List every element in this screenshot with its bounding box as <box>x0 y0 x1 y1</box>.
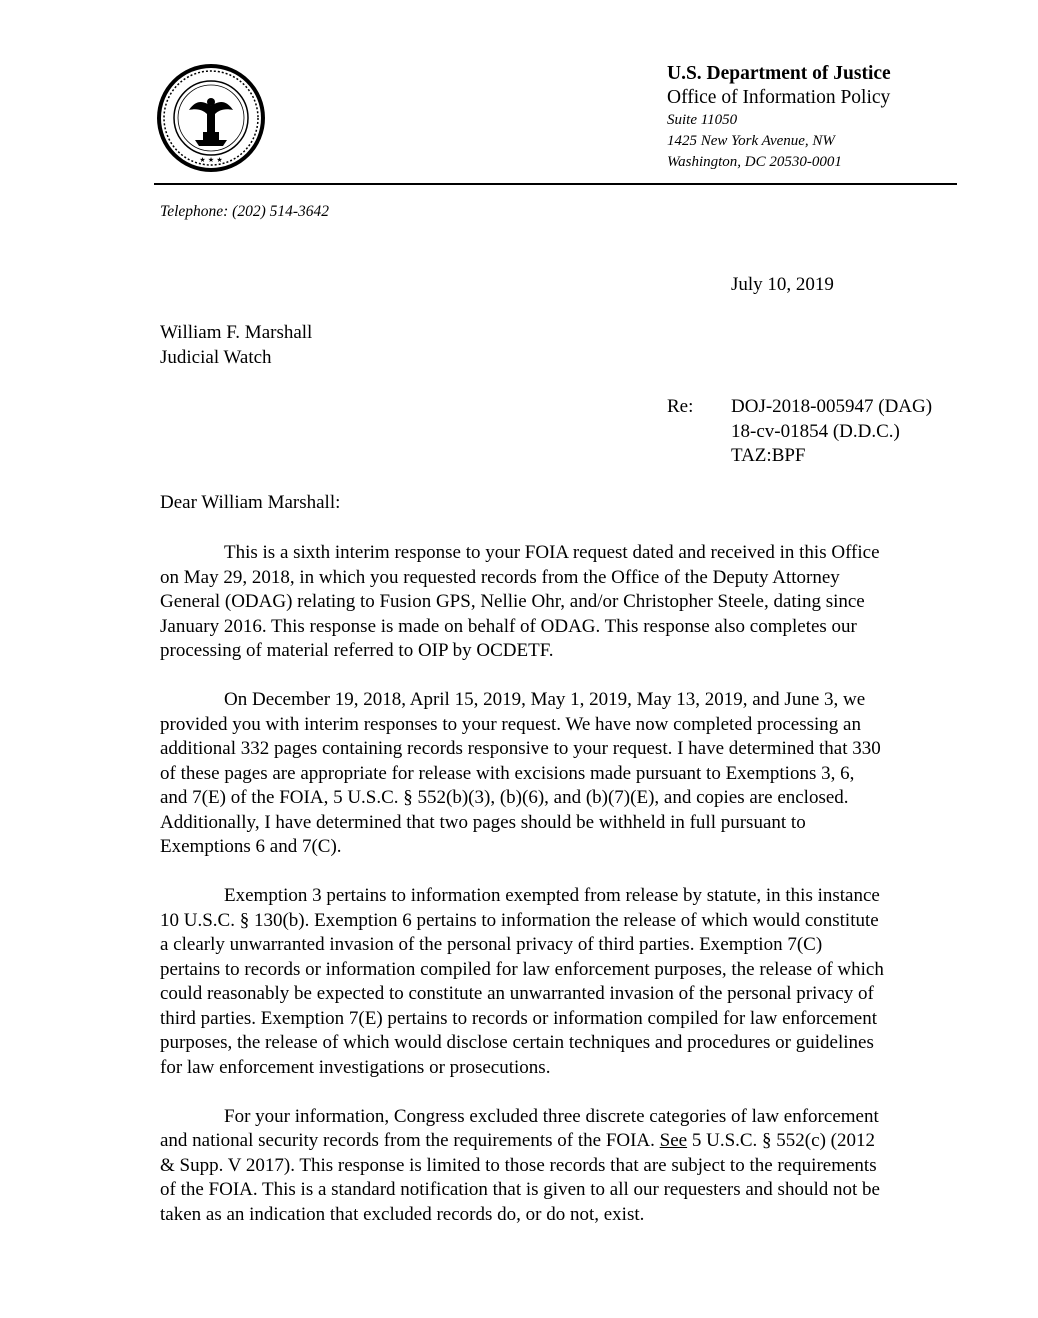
department-of-justice-seal <box>155 62 267 174</box>
request-number: DOJ-2018-005947 (DAG) <box>731 396 933 417</box>
salutation: Dear William Marshall: <box>160 492 341 513</box>
paragraph-2: On December 19, 2018, April 15, 2019, May 1, 2019, May 13, 2019, and June 3, we provided you with interim responses to your request. We have now completed processing an additional 332 pages containing records responsive to your request. I have determined that 330 of these pages are appropriate for release with excisions made pursuant to Exemptions 3, 6, and 7(E) of the FOIA, 5 U.S.C. § 552(b)(3), (b)(6), and (b)(7)(E), and copies are enclosed. Additionally, I have determined that two pages should be withheld in full pursuant to Exemptions 6 and 7(C). <box>160 689 881 857</box>
street-address: 1425 New York Avenue, NW <box>667 133 835 149</box>
recipient-block <box>160 321 312 370</box>
letterhead-agency-block <box>667 62 891 173</box>
paragraph-4-part-2: 5 U.S.C. § 552(c) (2012 & Supp. V 2017). This response is limited to those records that are subject to the requirements of the FOIA. This is a standard notification that is given to all our requesters and should not be taken as an indication that excluded records do, or do not, exist. <box>160 1130 880 1225</box>
svg-text:★ ★ ★: ★ ★ ★ <box>199 156 223 164</box>
paragraph-1: This is a sixth interim response to your FOIA request dated and received in this Office on May 29, 2018, in which you requested records from the Office of the Deputy Attorney General (ODAG) relating to Fusion GPS, Nellie Ohr, and/or Christopher Steele, dating since January 2016. This response is made on behalf of ODAG. This response also completes our processing of material referred to OIP by OCDETF. <box>160 542 880 661</box>
reference-label: Re: <box>667 396 694 417</box>
paragraph-4 <box>160 1105 972 1228</box>
case-number: 18-cv-01854 (D.D.C.) <box>731 420 900 442</box>
office-name: Office of Information Policy <box>667 87 891 108</box>
department-name: U.S. Department of Justice <box>667 63 891 84</box>
reference-block <box>731 395 932 469</box>
suite-number: Suite 11050 <box>667 112 738 128</box>
paragraph-4-part-1: For your information, Congress excluded three discrete categories of law enforcement and national security records from the requirements of the FOIA. <box>160 1105 879 1151</box>
letter-body <box>160 541 972 1252</box>
recipient-organization: Judicial Watch <box>160 346 272 368</box>
initials: TAZ:BPF <box>731 445 806 466</box>
paragraph-3: Exemption 3 pertains to information exempted from release by statute, in this instance 10 U.S.C. § 130(b). Exemption 6 pertains to information the release of which would constitute a clearly unwarranted invasion of the personal privacy of third parties. Exemption 7(C) pertains to records or information compiled for law enforcement purposes, the release of which could reasonably be expected to constitute an unwarranted invasion of the personal privacy of third parties. Exemption 7(E) pertains to records or information compiled for law enforcement purposes, the release of which would disclose certain techniques and procedures or guidelines for law enforcement investigations or prosecutions. <box>160 885 884 1078</box>
see-citation-signal: See <box>659 1130 688 1151</box>
city-address: Washington, DC 20530-0001 <box>667 154 842 170</box>
telephone-number: Telephone: (202) 514-3642 <box>160 203 330 220</box>
letterhead-divider <box>154 183 957 185</box>
letter-date: July 10, 2019 <box>731 274 834 295</box>
recipient-name: William F. Marshall <box>160 322 313 343</box>
